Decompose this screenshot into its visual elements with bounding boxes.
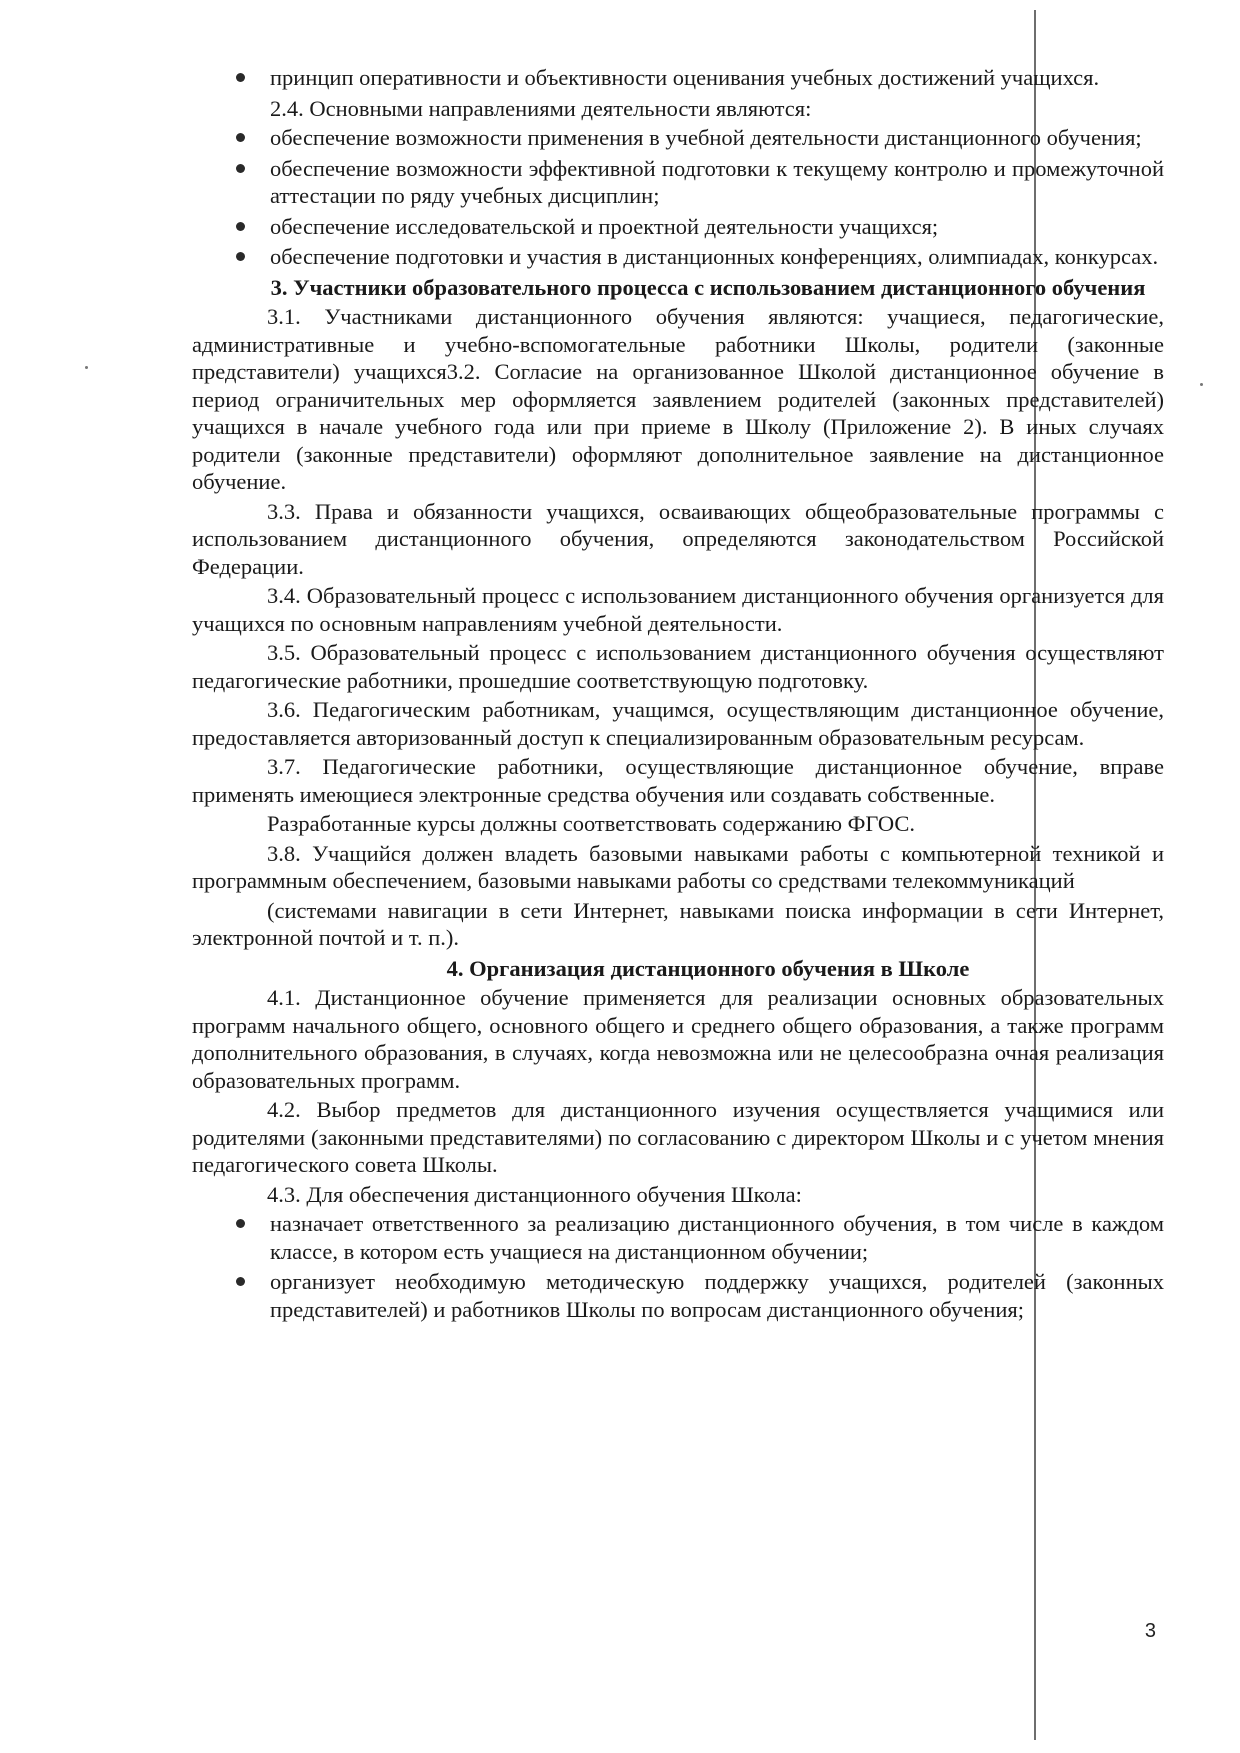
section-heading: 3. Участники образовательного процесса с использованием дистанционного обучения [270, 274, 1146, 300]
paragraph: 3.3. Права и обязанности учащихся, осваивающих общеобразовательные программы с использованием дистанционного обучения, определяются законодательством Российской Федерации. [192, 498, 1164, 579]
paragraph: 3.8. Учащийся должен владеть базовыми навыками работы с компьютерной техникой и программным обеспечением, базовыми навыками работы со средствами телекоммуникаций [192, 840, 1164, 893]
section-intro: 2.4. Основными направлениями деятельности являются: [270, 95, 812, 121]
paragraph: 4.1. Дистанционное обучение применяется для реализации основных образовательных программ начального общего, основного общего и среднего общего образования, а также программ дополнительного образования, в случаях, когда невозможна или не целесообразна очная реализация образовательных программ. [192, 985, 1164, 1093]
paragraph: (системами навигации в сети Интернет, навыками поиска информации в сети Интернет, электронной почтой и т. п.). [192, 897, 1164, 950]
scan-artifact-dot [1200, 383, 1203, 386]
paragraph: 3.6. Педагогическим работникам, учащимся, осуществляющим дистанционное обучение, предоставляется авторизованный доступ к специализированным образовательным ресурсам. [192, 697, 1164, 750]
document-page [192, 64, 1164, 1326]
paragraph: 3.5. Образовательный процесс с использованием дистанционного обучения осуществляют педагогические работники, прошедшие соответствующую подготовку. [192, 640, 1164, 693]
bullet-item: обеспечение возможности эффективной подготовки к текущему контролю и промежуточной аттестации по ряду учебных дисциплин; [192, 155, 1164, 210]
paragraph: 3.4. Образовательный процесс с использованием дистанционного обучения организуется для учащихся по основным направлениям учебной деятельности. [192, 583, 1164, 636]
section-heading: 4. Организация дистанционного обучения в Школе [446, 955, 970, 981]
scan-artifact-dot [85, 366, 88, 369]
paragraph: Разработанные курсы должны соответствовать содержанию ФГОС. [267, 811, 916, 836]
page-number: 3 [1144, 1620, 1156, 1642]
paragraph: 3.1. Участниками дистанционного обучения являются: учащиеся, педагогические, административные и учебно-вспомогательные работники Школы, родители (законные представители) учащихся3.2. Согласие на организованное Школой дистанционное обучение в период ограничительных мер оформляется заявлением родителей (законных представителей) учащихся в начале учебного года или при приеме в Школу (Приложение 2). В иных случаях родители (законные представители) оформляют дополнительное заявление на дистанционное обучение. [192, 304, 1164, 494]
bullet-item: обеспечение возможности применения в учебной деятельности дистанционного обучения; [192, 124, 1164, 152]
paragraph: 4.3. Для обеспечения дистанционного обучения Школа: [267, 1181, 802, 1207]
bullet-item: обеспечение исследовательской и проектной деятельности учащихся; [192, 213, 1164, 241]
paragraph: 4.2. Выбор предметов для дистанционного изучения осуществляется учащимися или родителями (законными представителями) по согласованию с директором Школы и с учетом мнения педагогического совета Школы. [192, 1097, 1164, 1177]
bullet-item: принцип оперативности и объективности оценивания учебных достижений учащихся. [192, 64, 1164, 92]
bullet-item: организует необходимую методическую поддержку учащихся, родителей (законных представителей) и работников Школы по вопросам дистанционного обучения; [192, 1268, 1164, 1323]
bullet-item: назначает ответственного за реализацию дистанционного обучения, в том числе в каждом классе, в котором есть учащиеся на дистанционном обучении; [192, 1210, 1164, 1265]
bullet-item: обеспечение подготовки и участия в дистанционных конференциях, олимпиадах, конкурсах. [192, 243, 1164, 271]
paragraph: 3.7. Педагогические работники, осуществляющие дистанционное обучение, вправе применять имеющиеся электронные средства обучения или создавать собственные. [192, 754, 1164, 807]
